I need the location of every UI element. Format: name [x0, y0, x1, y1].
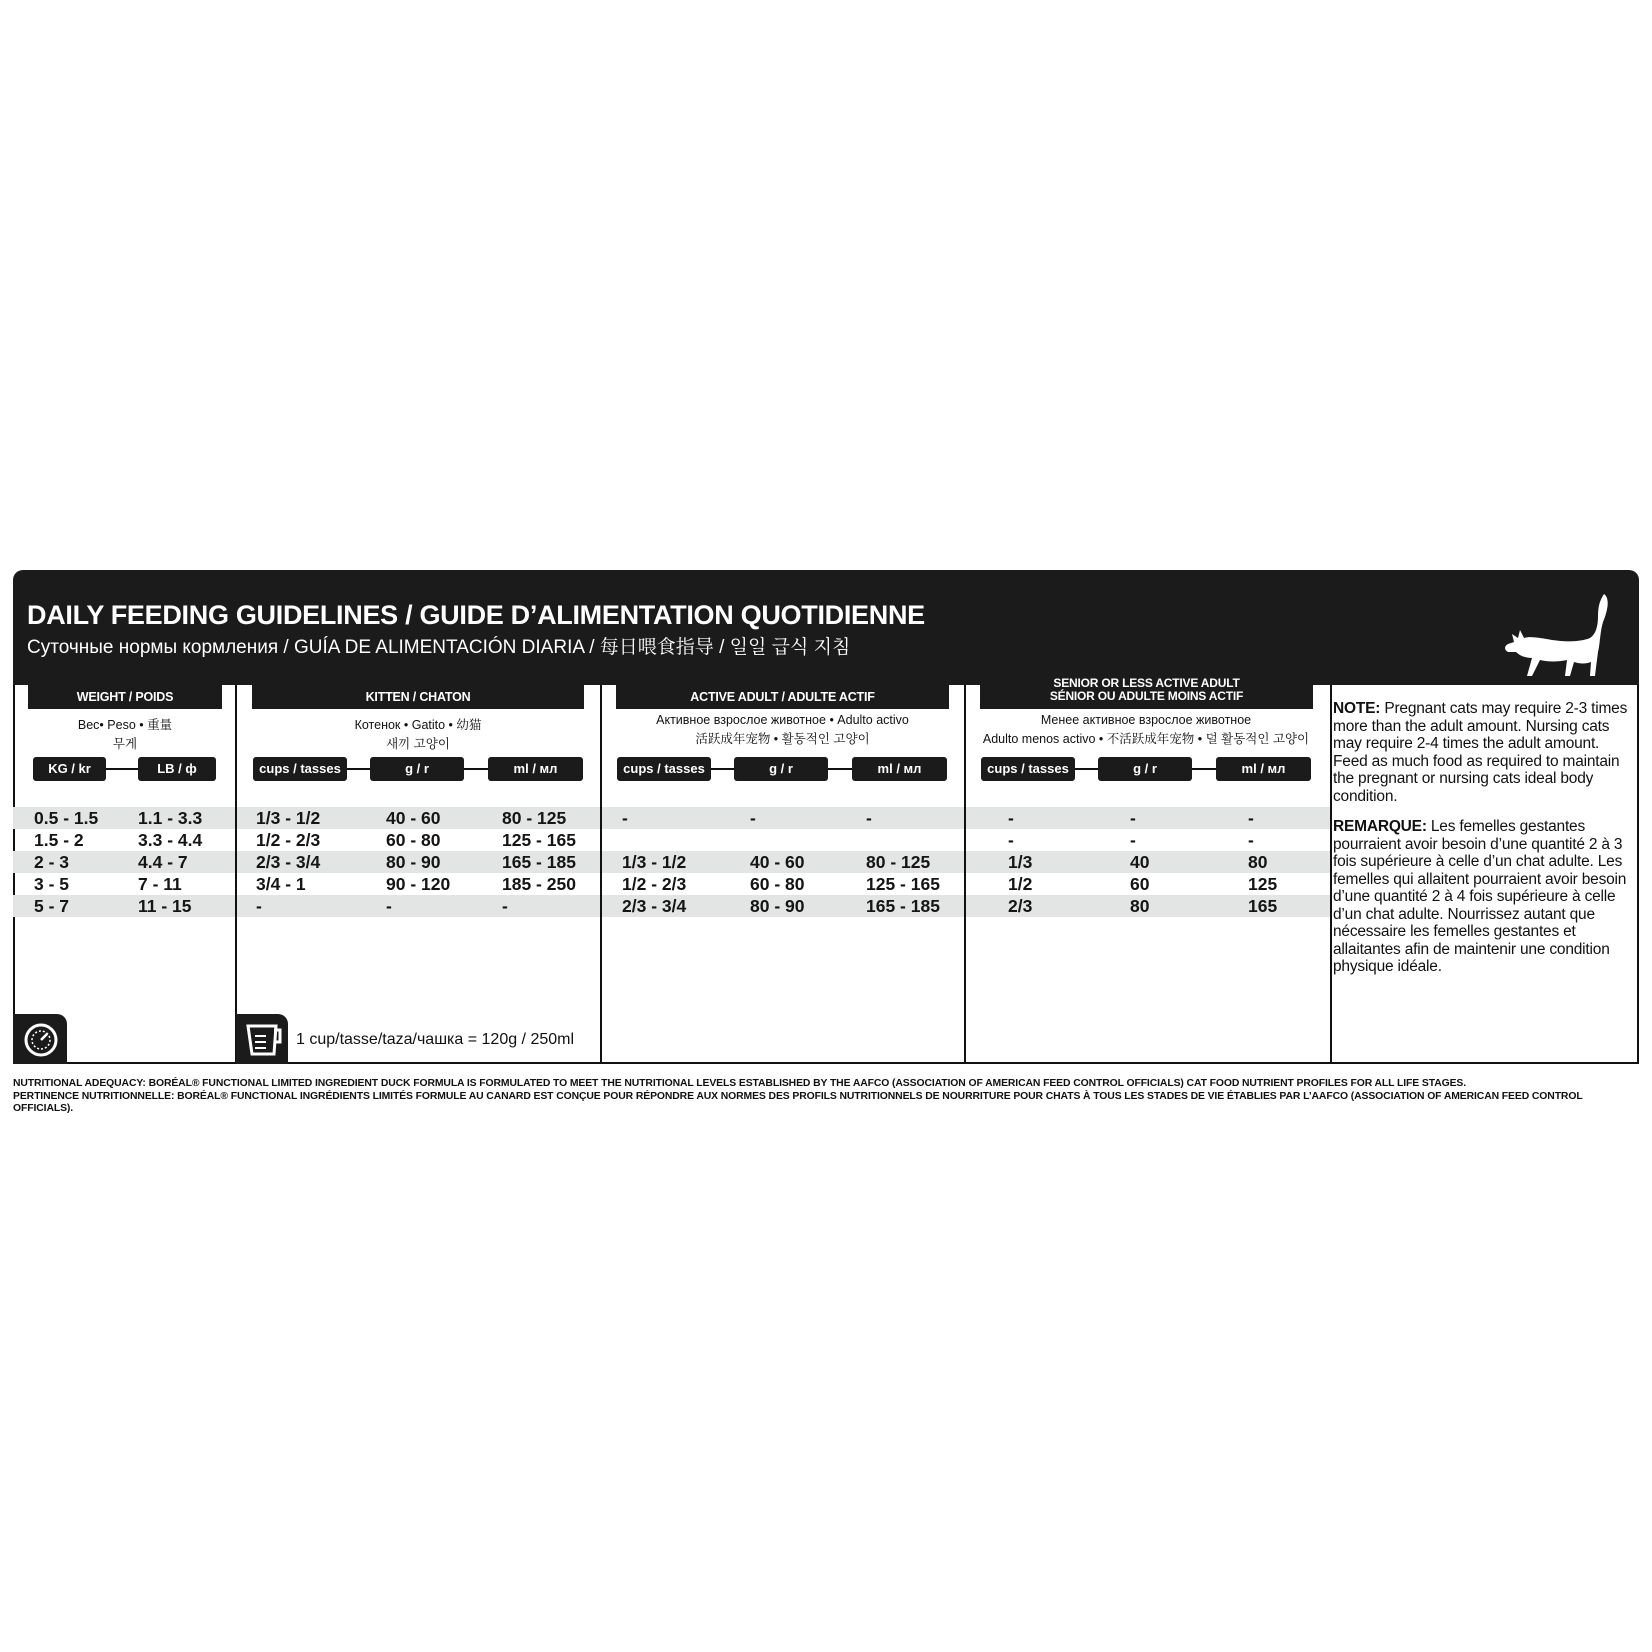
senior-col-cups: cups / tasses [981, 757, 1075, 781]
table-cell: - [502, 896, 508, 916]
connector [1075, 768, 1098, 770]
senior-col-ml: ml / мл [1216, 757, 1311, 781]
connector [828, 768, 852, 770]
active-sub-line2: 活跃成年宠物 • 활동적인 고양이 [695, 732, 870, 746]
weight-sub-line1: Вес• Peso • 重量 [77, 718, 173, 732]
table-cell: 80 [1130, 896, 1150, 916]
table-cell: - [750, 808, 756, 828]
header-banner [13, 570, 1639, 685]
active-col-ml: ml / мл [852, 757, 947, 781]
table-cell: 60 - 80 [750, 874, 805, 894]
table-cell: 60 [1130, 874, 1150, 894]
table-cell: 80 - 90 [386, 852, 441, 872]
nutritional-adequacy-footer [13, 1078, 1639, 1116]
table-cell: 2/3 - 3/4 [622, 896, 687, 916]
cup-conversion-note: 1 cup/tasse/taza/чашка = 120g / 250ml [296, 1031, 575, 1048]
table-cell: 4.4 - 7 [138, 852, 188, 872]
senior-sub-line1: Менее активное взрослое животное [1040, 713, 1252, 727]
senior-heading [980, 672, 1313, 709]
table-cell: 0.5 - 1.5 [34, 808, 99, 828]
table-cell: 3.3 - 4.4 [138, 830, 203, 850]
cat-silhouette-icon [1500, 592, 1620, 682]
footer-line-en: NUTRITIONAL ADEQUACY: BORÉAL® FUNCTIONAL LIMITED INGREDIENT DUCK FORMULA IS FORMULATED TO MEET THE NUTRITIONAL LEVELS ESTABLISHED BY THE AAFCO (ASSOCIATION OF AMERICAN FEED CONTROL OFFICIALS) CAT FOOD NUTRIENT PROFILES FOR ALL LIFE STAGES. [13, 1078, 1467, 1089]
note-fr [1333, 818, 1633, 976]
table-cell: 1.5 - 2 [34, 830, 84, 850]
weight-heading: WEIGHT / POIDS [28, 685, 222, 709]
table-cell: 125 [1248, 874, 1278, 894]
col-kg: KG / kr [33, 757, 106, 781]
note-fr-text: Les femelles gestantes pourraient avoir besoin d’une quantité 2 à 3 fois supérieure à celle d’un chat adulte. Les femelles qui allaitent pourraient avoir besoin d’une quantité 2 à 4 fois supérieure à celle d’un chat adulte. Nourrissez autant que nécessaire les femelles gestantes et allaitantes afin de maintenir une condition physique idéale. [1333, 818, 1627, 975]
table-cell: - [1008, 808, 1014, 828]
senior-heading-line2: SÉNIOR OU ADULTE MOINS ACTIF [1049, 689, 1244, 703]
active-col-g: g / r [734, 757, 828, 781]
table-cell: 80 - 125 [866, 852, 931, 872]
page-title: DAILY FEEDING GUIDELINES / GUIDE D’ALIMENTATION QUOTIDIENNE [27, 600, 925, 630]
page-subtitle: Суточные нормы кормления / GUÍA DE ALIMENTACIÓN DIARIA / 每日喂食指导 / 일일 급식 지침 [27, 637, 851, 658]
table-cell: 80 [1248, 852, 1268, 872]
connector [347, 768, 370, 770]
table-cell: 165 - 185 [866, 896, 940, 916]
table-cell: - [1248, 808, 1254, 828]
active-col-cups: cups / tasses [617, 757, 711, 781]
connector [711, 768, 734, 770]
table-cell: 2/3 [1008, 896, 1033, 916]
table-cell: 125 - 165 [502, 830, 576, 850]
scale-icon [13, 1014, 67, 1064]
note-en [1333, 700, 1633, 805]
table-cell: 1/2 - 2/3 [256, 830, 321, 850]
table-cell: 40 [1130, 852, 1150, 872]
active-sub-line1: Активное взрослое животное • Adulto activo [656, 713, 909, 727]
table-cell: - [622, 808, 628, 828]
kitten-col-cups: cups / tasses [253, 757, 347, 781]
table-cell: 7 - 11 [138, 874, 182, 894]
table-cell: 40 - 60 [386, 808, 441, 828]
col-lb: LB / ф [138, 757, 216, 781]
table-cell: - [1130, 830, 1136, 850]
table-cell: 1/3 [1008, 852, 1033, 872]
table-cell: - [256, 896, 262, 916]
table-cell: 40 - 60 [750, 852, 805, 872]
column-divider [235, 685, 237, 1064]
table-cell: 165 - 185 [502, 852, 576, 872]
table-cell: 3/4 - 1 [256, 874, 306, 894]
table-cell: 80 - 90 [750, 896, 805, 916]
note-en-label: NOTE: [1333, 700, 1381, 717]
footer-line-fr: PERTINENCE NUTRITIONNELLE: BORÉAL® FUNCTIONAL INGRÉDIENTS LIMITÉS FORMULE AU CANARD EST CONÇUE POUR RÉPONDRE AUX NORMES DES PROFILS NUTRITIONNELS DE NOURRITURE POUR CHATS À TOUS LES STADES DE VIE ÉTABLIES PAR L’AAFCO (ASSOCIATION OF AMERICAN FEED CONTROL OFFICIALS). [13, 1090, 1583, 1114]
table-cell: 3 - 5 [34, 874, 70, 894]
table-cell: - [1248, 830, 1254, 850]
table-cell: 5 - 7 [34, 896, 70, 916]
table-cell: - [1130, 808, 1136, 828]
active-adult-heading: ACTIVE ADULT / ADULTE ACTIF [616, 685, 949, 709]
note-block [1333, 700, 1633, 989]
table-cell: 11 - 15 [138, 896, 192, 916]
senior-heading-line1: SENIOR OR LESS ACTIVE ADULT [1053, 676, 1240, 690]
kitten-col-g: g / r [370, 757, 464, 781]
table-cell: 1/2 [1008, 874, 1033, 894]
connector [464, 768, 488, 770]
table-cell: - [386, 896, 392, 916]
table-cell: 1/3 - 1/2 [622, 852, 687, 872]
kitten-heading: KITTEN / CHATON [252, 685, 584, 709]
table-cell: 90 - 120 [386, 874, 451, 894]
table-cell: 1/3 - 1/2 [256, 808, 321, 828]
measuring-cup-icon [236, 1014, 288, 1064]
table-cell: - [1008, 830, 1014, 850]
column-divider [600, 685, 602, 1064]
table-cell: 2 - 3 [34, 852, 70, 872]
kitten-sub-line1: Котенок • Gatito • 幼猫 [354, 718, 482, 732]
kitten-col-ml: ml / мл [488, 757, 583, 781]
column-divider [1330, 685, 1332, 1064]
note-en-text: Pregnant cats may require 2-3 times more than the adult amount. Nursing cats may require 2-4 times the adult amount. Feed as much food as required to maintain the pregnant or nursing cats ideal body condition. [1333, 700, 1628, 805]
connector [1192, 768, 1216, 770]
table-cell: 1/2 - 2/3 [622, 874, 687, 894]
senior-col-g: g / r [1098, 757, 1192, 781]
table-cell: 185 - 250 [502, 874, 576, 894]
table-cell: 165 [1248, 896, 1278, 916]
table-cell: 1.1 - 3.3 [138, 808, 203, 828]
table-cell: 60 - 80 [386, 830, 441, 850]
weight-sub-line2: 무게 [112, 737, 138, 751]
kitten-sub-line2: 새끼 고양이 [386, 737, 450, 751]
senior-sub-line2: Adulto menos activo • 不活跃成年宠物 • 덜 활동적인 고양이 [982, 732, 1310, 746]
connector [106, 768, 138, 770]
table-cell: 2/3 - 3/4 [256, 852, 321, 872]
table-cell: - [866, 808, 872, 828]
table-cell: 80 - 125 [502, 808, 567, 828]
table-cell: 125 - 165 [866, 874, 940, 894]
note-fr-label: REMARQUE: [1333, 818, 1427, 835]
